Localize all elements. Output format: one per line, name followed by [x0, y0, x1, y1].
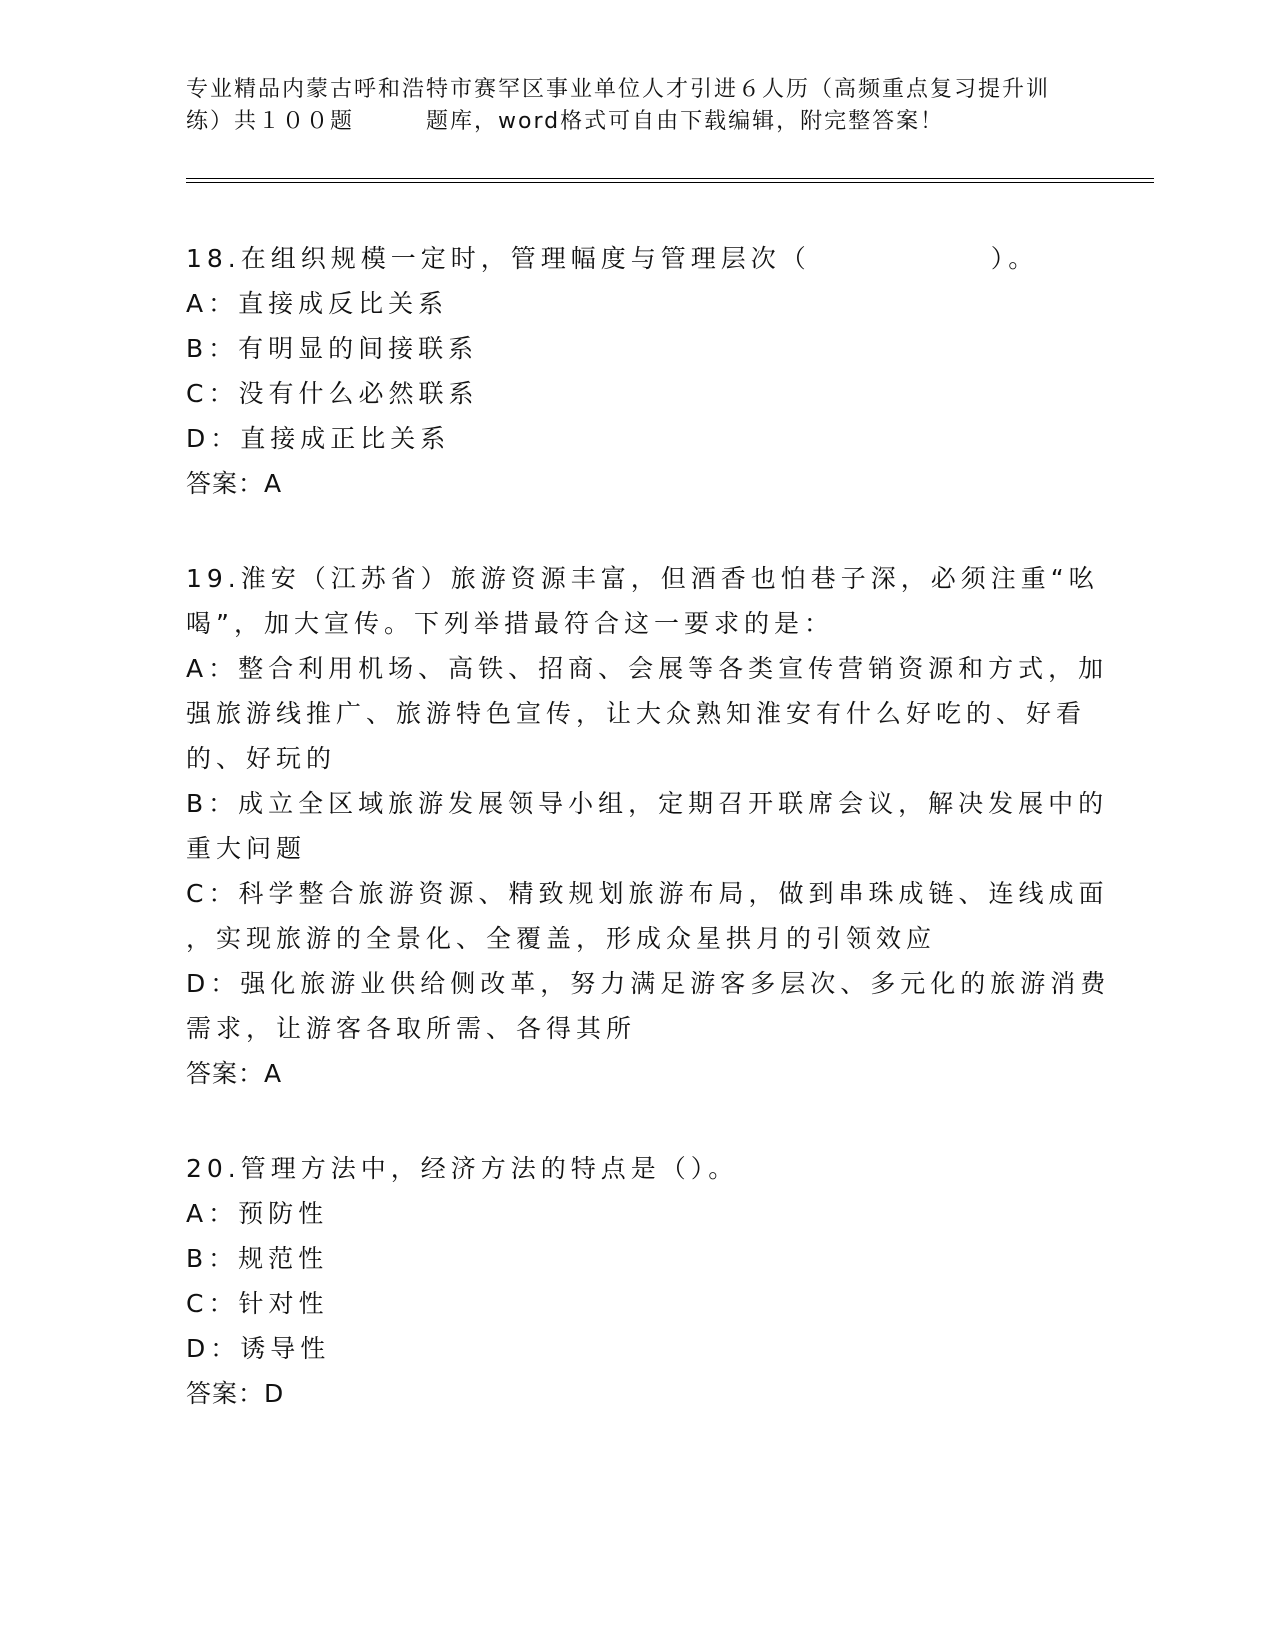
question-19	[186, 556, 1111, 1096]
header-divider-bottom	[186, 182, 1154, 183]
option-b: B：规范性	[186, 1244, 329, 1273]
option-b: B：有明显的间接联系	[186, 334, 479, 363]
option-c-line-2: ，实现旅游的全景化、全覆盖，形成众星拱月的引领效应	[186, 924, 937, 953]
header-line-1: 专业精品内蒙古呼和浩特市赛罕区事业单位人才引进６人历（高频重点复习提升训	[186, 77, 1051, 102]
option-a-line-2: 强旅游线推广、旅游特色宣传，让大众熟知淮安有什么好吃的、好看	[186, 699, 1087, 728]
question-18	[186, 236, 1086, 506]
header-line-2	[186, 106, 1086, 138]
question-20	[186, 1146, 1086, 1416]
header-line-2-part-1: 练）共１００题	[186, 109, 355, 134]
option-a: A：预防性	[186, 1199, 329, 1228]
option-b-line-1: B：成立全区域旅游发展领导小组，定期召开联席会议，解决发展中的	[186, 789, 1109, 818]
question-stem-line-2: 喝”，加大宣传。下列举措最符合这一要求的是：	[186, 609, 834, 638]
option-c: C：针对性	[186, 1289, 329, 1318]
header-divider-top	[186, 178, 1154, 179]
answer-label: 答案：A	[186, 1059, 283, 1088]
option-d: D：直接成正比关系	[186, 424, 451, 453]
option-c-line-1: C：科学整合旅游资源、精致规划旅游布局，做到串珠成链、连线成面	[186, 879, 1109, 908]
option-d-line-1: D：强化旅游业供给侧改革，努力满足游客多层次、多元化的旅游消费	[186, 969, 1111, 998]
option-d: D：诱导性	[186, 1334, 331, 1363]
question-stem-line-1: 19.淮安（江苏省）旅游资源丰富，但酒香也怕巷子深，必须注重“吆	[186, 564, 1099, 593]
option-a: A：直接成反比关系	[186, 289, 449, 318]
document-header	[186, 74, 1086, 138]
answer-label: 答案：A	[186, 469, 283, 498]
question-stem: 18.在组织规模一定时，管理幅度与管理层次（ ）。	[186, 244, 1039, 273]
option-a-line-1: A：整合利用机场、高铁、招商、会展等各类宣传营销资源和方式，加	[186, 654, 1109, 683]
option-c: C：没有什么必然联系	[186, 379, 479, 408]
option-b-line-2: 重大问题	[186, 834, 307, 863]
header-line-2-part-2: 题库，word格式可自由下载编辑，附完整答案！	[426, 109, 945, 134]
question-stem: 20.管理方法中，经济方法的特点是（）。	[186, 1154, 739, 1183]
answer-label: 答案：D	[186, 1379, 285, 1408]
option-a-line-3: 的、好玩的	[186, 744, 337, 773]
option-d-line-2: 需求，让游客各取所需、各得其所	[186, 1014, 637, 1043]
